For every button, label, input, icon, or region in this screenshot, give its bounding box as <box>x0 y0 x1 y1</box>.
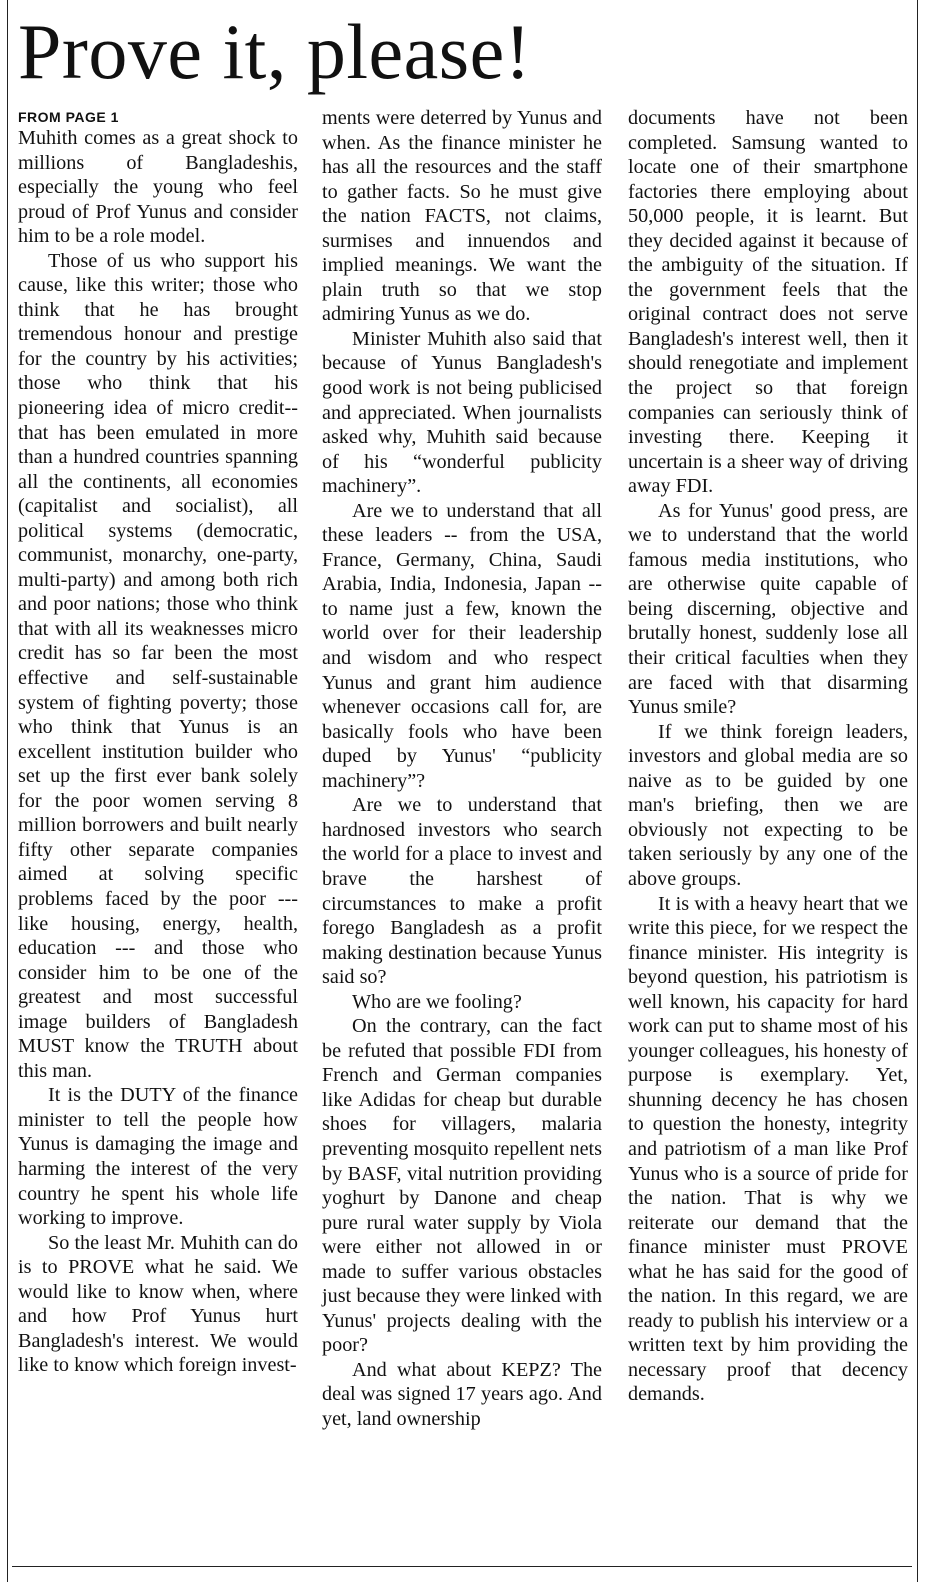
kicker: FROM PAGE 1 <box>18 109 119 125</box>
right-column-rule <box>917 0 918 1582</box>
bottom-rule <box>12 1566 912 1567</box>
paragraph: It is with a heavy heart that we write this piece, for we respect the finance minister. His integrity is beyond question, his patriotism is well known, his capacity for hard work can put to shame most of his younger colleagues, his honesty of purpose is exemplary. Yet, shunning decency he has chosen to question the honesty, integrity and patriotism of a man like Prof Yunus who is a source of pride for the nation. That is why we reiterate our demand that the finance minister must PROVE what he has said for the good of the nation. In this regard, we are ready to publish his interview or a written text by him providing the necessary proof that decency demands. <box>628 892 908 1406</box>
paragraph: Minister Muhith also said that because of Yunus Bangladesh's good work is not being publicised and appreciated. When journalists asked why, Muhith said because of his “wonderful publicity machinery”. <box>322 327 602 498</box>
headline: Prove it, please! <box>18 8 532 95</box>
paragraph: On the contrary, can the fact be refuted that possible FDI from French and German companies like Adidas for cheap but durable shoes for villagers, malaria preventing mosquito repellent nets by BASF, vital nutrition providing yoghurt by Danone and cheap pure rural water supply by Viola were either not allowed in or made to suffer various obstacles just because they were linked with Yunus' projects dealing with the poor? <box>322 1015 602 1357</box>
column-1 <box>18 109 298 1378</box>
paragraph: As for Yunus' good press, are we to understand that the world famous media institutions, who are otherwise quite capable of being discerning, objective and brutally honest, suddenly lose all their critical faculties when they are faced with that disarming Yunus smile? <box>628 499 908 719</box>
column-2 <box>322 106 602 1432</box>
paragraph: It is the DUTY of the finance minister to tell the people how Yunus is damaging the image and harming the interest of the very country he spent his whole life working to improve. <box>18 1084 298 1230</box>
paragraph: Are we to understand that all these leaders -- from the USA, France, Germany, China, Saudi Arabia, India, Indonesia, Japan -- to name just a few, known the world over for their leadership and wisdom and who respect Yunus and grant him audience whenever occasions call for, are basically fools who have been duped by Yunus' “publicity machinery”? <box>322 499 602 792</box>
paragraph: ments were deterred by Yunus and when. As the finance minister he has all the resources and the staff to gather facts. So he must give the nation FACTS, not claims, surmises and innuendos and implied meanings. We want the plain truth so that we stop admiring Yunus as we do. <box>322 107 602 326</box>
paragraph: So the least Mr. Muhith can do is to PROVE what he said. We would like to know when, where and how Prof Yunus hurt Bangladesh's interest. We would like to know which foreign invest- <box>18 1231 298 1377</box>
left-column-rule <box>7 0 8 1582</box>
paragraph: If we think foreign leaders, investors and global media are so naive as to be guided by one man's briefing, then we are obviously not expecting to be taken seriously by any one of the above groups. <box>628 720 908 890</box>
paragraph: Who are we fooling? <box>352 990 522 1013</box>
column-3 <box>628 106 908 1407</box>
paragraph: Are we to understand that hardnosed investors who search the world for a place to invest and brave the harshest of circumstances to make a profit forego Bangladesh as a profit making destination because Yunus said so? <box>322 794 602 989</box>
paragraph: Muhith comes as a great shock to millions of Bangladeshis, especially the young who feel proud of Prof Yunus and consider him to be a role model. <box>18 127 298 248</box>
paragraph: And what about KEPZ? The deal was signed 17 years ago. And yet, land ownership <box>322 1358 602 1430</box>
paragraph: documents have not been completed. Samsung wanted to locate one of their smartphone factories there employing about 50,000 people, it is learnt. But they decided against it because of the ambiguity of the situation. If the government feels that the original contract does not serve Bangladesh's interest well, then it should renegotiate and implement the project so that foreign companies can seriously think of investing there. Keeping it uncertain is a sheer way of driving away FDI. <box>628 107 908 498</box>
paragraph: Those of us who support his cause, like this writer; those who think that he has brought tremendous honour and prestige for the country by his activities; those who think that his pioneering idea of micro credit-- that has been emulated in more than a hundred countries spanning all the continents, all economies (capitalist and socialist), all political systems (democratic, communist, monarchy, one-party, multi-party) and among both rich and poor nations; those who think that with all its weaknesses micro credit has so far been the most effective and self-sustainable system of fighting poverty; those who think that Yunus is an excellent institution builder who set up the first ever bank solely for the poor women serving 8 million borrowers and built nearly fifty other separate companies aimed at solving specific problems faced by the poor --- like housing, energy, health, education --- and those who consider him to be one of the greatest and most successful image builders of Bangladesh MUST know the TRUTH about this man. <box>18 249 298 1082</box>
